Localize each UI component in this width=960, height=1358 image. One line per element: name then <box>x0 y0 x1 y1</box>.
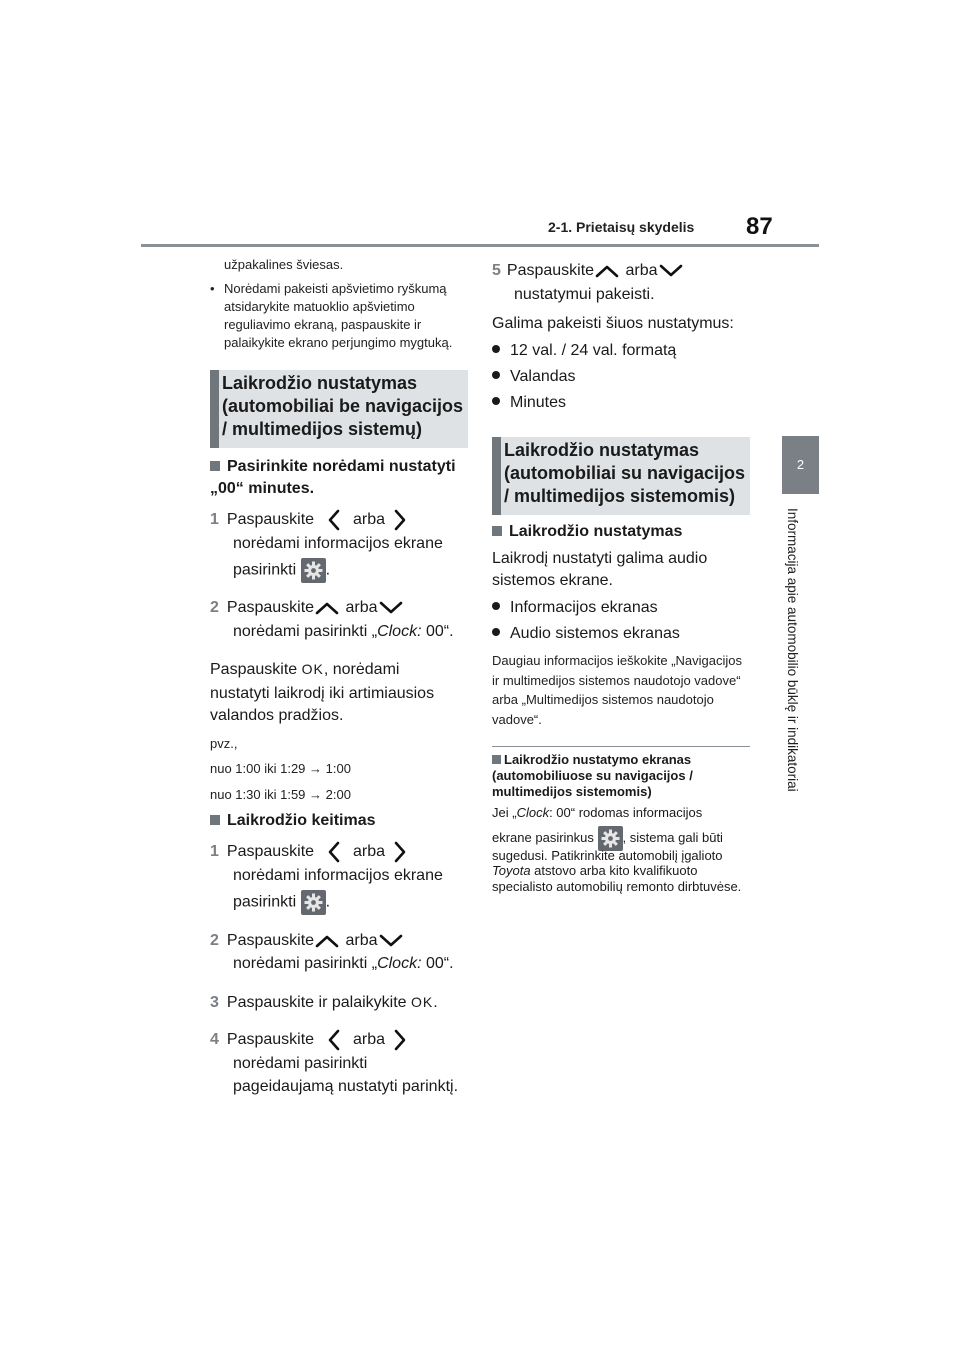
change-step-1-line-2: norėdami informacijos ekrane <box>233 867 443 884</box>
gear-icon <box>301 558 326 583</box>
subheading-clock-setting: Laikrodžio nustatymas <box>492 521 682 543</box>
bullet-dot <box>492 371 500 379</box>
option-minutes: Minutes <box>492 392 566 414</box>
option-format: 12 val. / 24 val. formatą <box>492 340 676 362</box>
step-5-line-2: nustatymui pakeisti. <box>514 286 655 303</box>
step-1-line-3: pasirinkti . <box>233 558 330 583</box>
page-number: 87 <box>746 213 773 240</box>
chapter-tab: 2 <box>782 436 819 494</box>
chevron-up-icon <box>315 601 339 615</box>
square-bullet <box>210 815 220 825</box>
chevron-down-icon <box>659 264 683 278</box>
square-bullet <box>210 461 220 471</box>
change-step-1-line-1: 1 Paspauskite arba <box>210 841 407 863</box>
change-step-4-line-2: norėdami pasirinkti <box>233 1055 368 1072</box>
change-intro: Galima pakeisti šiuos nustatymus: <box>492 315 734 332</box>
change-step-2-line-2: norėdami pasirinkti „Clock: 00“. <box>233 955 454 972</box>
bullet-dot <box>492 397 500 405</box>
section-heading-no-nav: Laikrodžio nustatymas (automobiliai be navigacijos / multimedijos sistemų) <box>210 370 468 448</box>
brightness-note <box>210 280 472 352</box>
note-line-4: Toyota atstovo arba kito kvalifikuoto specialisto automobilių remonto dirbtuvėse. <box>492 863 742 894</box>
note-line-1: Jei „Clock: 00“ rodomas informacijos <box>492 805 703 820</box>
note-line-2: ekrane pasirinkus , sistema gali būti <box>492 826 723 851</box>
ok-button-label: OK <box>301 661 324 677</box>
square-bullet <box>492 755 501 764</box>
chevron-right-icon <box>393 509 407 531</box>
change-step-4-line-1: 4 Paspauskite arba <box>210 1029 407 1051</box>
ok-paragraph-line-1: Paspauskite OK, norėdami <box>210 661 400 678</box>
screen-info: Informacijos ekranas <box>492 597 658 619</box>
chapter-title: Informacija apie automobilio būklę ir indikatoriai <box>785 508 800 792</box>
more-info-text: Daugiau informacijos ieškokite „Navigacijos ir multimedijos sistemos naudotojo vadove“ arba „Multimedijos sistemos naudotojo vadove“. <box>492 653 742 727</box>
square-bullet <box>492 526 502 536</box>
change-step-3: 3 Paspauskite ir palaikykite OK. <box>210 994 438 1011</box>
example-1: nuo 1:00 iki 1:29 → 1:00 <box>210 761 351 776</box>
audio-paragraph-line-2: sistemos ekrane. <box>492 572 613 589</box>
step-1-line-1: 1 Paspauskite arba <box>210 509 407 531</box>
chevron-up-icon <box>315 934 339 948</box>
ok-paragraph-line-3: valandos pradžios. <box>210 707 344 724</box>
chevron-down-icon <box>379 934 403 948</box>
chevron-right-icon <box>393 841 407 863</box>
step-2-line-2: norėdami pasirinkti „Clock: 00“. <box>233 623 454 640</box>
chevron-left-icon <box>327 1029 341 1051</box>
bullet-dot: • <box>210 281 215 296</box>
audio-paragraph-line-1: Laikrodį nustatyti galima audio <box>492 550 708 567</box>
example-2: nuo 1:30 iki 1:59 → 2:00 <box>210 787 351 802</box>
chevron-down-icon <box>379 601 403 615</box>
ok-button-label: OK <box>411 994 434 1010</box>
change-step-2-line-1: 2 Paspauskite arba <box>210 930 403 952</box>
section-title: 2-1. Prietaisų skydelis <box>548 219 695 235</box>
step-5-line-1: 5 Paspauskite arba <box>492 260 683 282</box>
bullet-dot <box>492 602 500 610</box>
change-step-4-line-3: pageidaujamą nustatyti parinktį. <box>233 1078 459 1095</box>
bullet-dot <box>492 628 500 636</box>
note-line-3: sugedusi. Patikrinkite automobilį įgalioto <box>492 848 723 863</box>
note-divider <box>492 746 750 747</box>
chevron-right-icon <box>393 1029 407 1051</box>
step-1-line-2: norėdami informacijos ekrane <box>233 535 443 552</box>
screen-audio: Audio sistemos ekranas <box>492 623 680 645</box>
section-heading-with-nav: Laikrodžio nustatymas (automobiliai su navigacijos / multimedijos sistemomis) <box>492 437 750 515</box>
step-2-line-1: 2 Paspauskite arba <box>210 597 403 619</box>
chevron-left-icon <box>327 841 341 863</box>
change-step-1-line-3: pasirinkti . <box>233 890 330 915</box>
ok-paragraph-line-2: nustatyti laikrodį iki artimiausios <box>210 685 435 702</box>
note-heading: Laikrodžio nustatymo ekranas (automobiliuose su navigacijos / multimedijos sistemomis) <box>492 752 693 799</box>
option-hours: Valandas <box>492 366 576 388</box>
subheading-set-minutes: Pasirinkite norėdami nustatyti „00“ minutes. <box>210 458 456 497</box>
example-label: pvz., <box>210 736 238 751</box>
brightness-note-text: Norėdami pakeisti apšvietimo ryškumą atsidarykite matuoklio apšvietimo reguliavimo ekraną, paspauskite ir palaikykite ekrano perjungimo mygtuką. <box>224 281 453 350</box>
chevron-left-icon <box>327 509 341 531</box>
bullet-dot <box>492 345 500 353</box>
continued-text: užpakalines šviesas. <box>224 257 344 272</box>
header-divider <box>141 244 819 247</box>
gear-icon <box>301 890 326 915</box>
subheading-clock-change: Laikrodžio keitimas <box>210 810 376 832</box>
chevron-up-icon <box>595 264 619 278</box>
